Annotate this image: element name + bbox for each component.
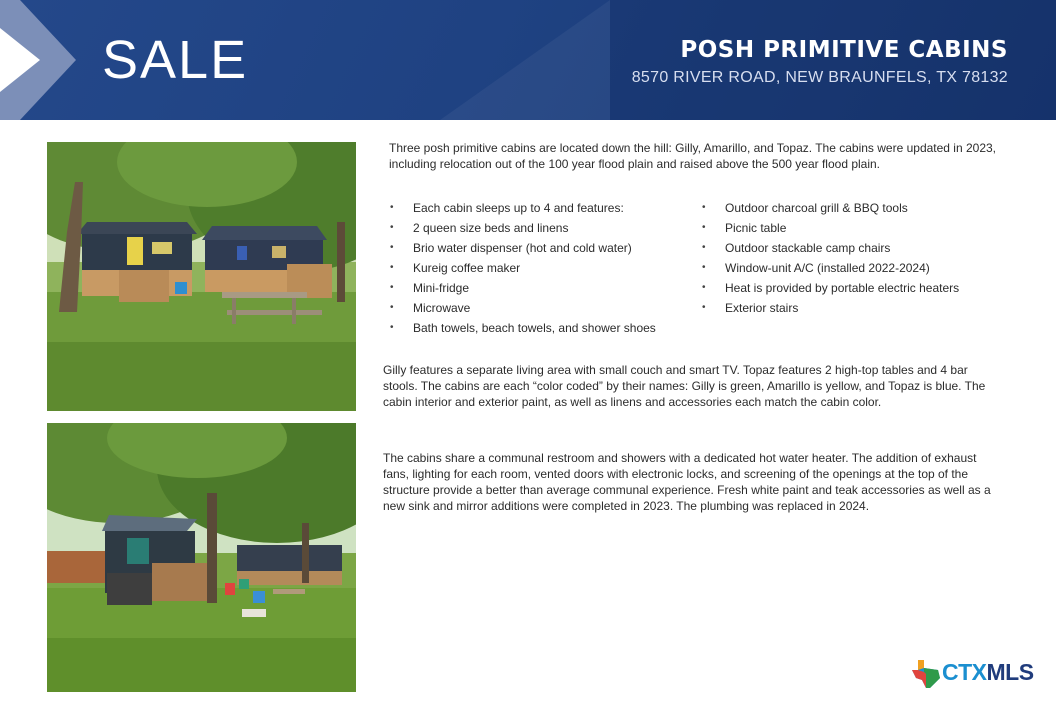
list-item: • Window-unit A/C (installed 2022-2024): [701, 258, 1021, 278]
list-item: • 2 queen size beds and linens: [389, 218, 709, 238]
bullet-icon: •: [390, 302, 394, 313]
list-item: • Bath towels, beach towels, and shower shoes: [389, 318, 709, 338]
ctxmls-logo: [910, 656, 1034, 690]
list-item: • Brio water dispenser (hot and cold water): [389, 238, 709, 258]
description-paragraph: Gilly features a separate living area with small couch and smart TV. Topaz features 2 high-top tables and 4 bar stools. The cabins are each “color coded” by their names: Gilly is green, Amarillo is yellow, and Topaz is blue. The cabin interior and exterior paint, as well as linens and accessories each match the cabin color.: [383, 363, 986, 409]
logo-text: CTXMLS: [942, 659, 1034, 685]
intro-paragraph: Three posh primitive cabins are located down the hill: Gilly, Amarillo, and Topaz. The cabins were updated in 2023, including relocation out of the 100 year flood plain and raised above the 500 year flood plain.: [389, 141, 997, 171]
list-item: • Each cabin sleeps up to 4 and features:: [389, 198, 709, 218]
property-address: 8570 RIVER ROAD, NEW BRAUNFELS, TX 78132: [631, 69, 1008, 86]
header-banner: [0, 0, 1056, 120]
bullet-icon: •: [702, 242, 706, 253]
bullet-icon: •: [390, 322, 394, 333]
property-name: POSH PRIMITIVE CABINS: [680, 37, 1008, 63]
bullet-icon: •: [390, 242, 394, 253]
bullet-icon: •: [390, 222, 394, 233]
list-item: • Kureig coffee maker: [389, 258, 709, 278]
list-item: • Picnic table: [701, 218, 1021, 238]
cabin-with-camp-chairs-photo: [47, 423, 356, 692]
bullet-icon: •: [702, 302, 706, 313]
texas-map-icon: [910, 658, 942, 690]
cabins-under-trees-photo: [47, 142, 356, 411]
bullet-icon: •: [702, 282, 706, 293]
bullet-icon: •: [702, 262, 706, 273]
features-list-right: [701, 198, 1021, 318]
list-item: • Exterior stairs: [701, 298, 1021, 318]
bullet-icon: •: [702, 222, 706, 233]
list-item: • Mini-fridge: [389, 278, 709, 298]
bullet-icon: •: [390, 262, 394, 273]
sale-title: SALE: [102, 30, 249, 90]
bullet-icon: •: [390, 282, 394, 293]
bullet-icon: •: [702, 202, 706, 213]
list-item: • Microwave: [389, 298, 709, 318]
list-item: • Outdoor charcoal grill & BBQ tools: [701, 198, 1021, 218]
description-paragraph: The cabins share a communal restroom and showers with a dedicated hot water heater. The addition of exhaust fans, lighting for each room, vented doors with electronic locks, and screening of the openings at the top of the structure provide a better than average communal experience. Fresh white paint and teak accessories as well as a new sink and mirror additions were completed in 2023. The plumbing was replaced in 2024.: [383, 451, 991, 513]
features-list-left: [389, 198, 709, 338]
list-item: • Heat is provided by portable electric heaters: [701, 278, 1021, 298]
bullet-icon: •: [390, 202, 394, 213]
chevron-arrow-icon: [0, 0, 76, 120]
list-item: • Outdoor stackable camp chairs: [701, 238, 1021, 258]
